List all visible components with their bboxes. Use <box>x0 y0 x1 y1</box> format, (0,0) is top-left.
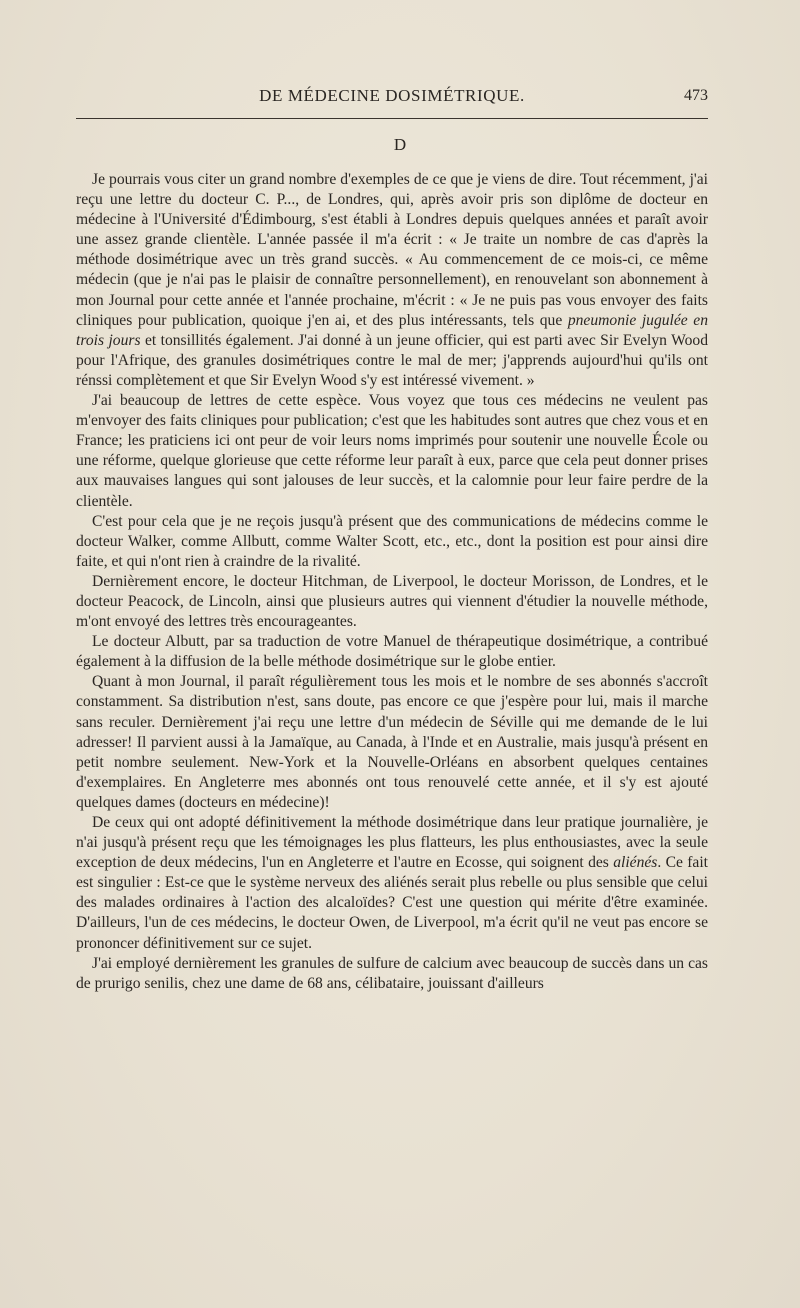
italic-phrase: pneumonie jugulée en trois jours <box>76 311 708 349</box>
paragraph-7: De ceux qui ont adopté définitivement la méthode dosimétrique dans leur pratique journalière, je n'ai jusqu'à présent reçu que les témoignages les plus flatteurs, les plus enthousiastes, avec la seule exception de deux médecins, l'un en Angleterre et l'autre en Ecosse, qui soignent des aliénés. Ce fait est singulier : Est-ce que le système nerveux des aliénés serait plus rebelle ou plus sensible que celui des malades ordinaires à l'action des alcaloïdes? C'est une question qui mérite d'être examinée. D'ailleurs, l'un de ces médecins, le docteur Owen, de Liverpool, m'a écrit qu'il ne veut pas encore se prononcer définitivement sur ce sujet. <box>76 814 708 952</box>
page-number: 473 <box>684 87 708 104</box>
paragraph-2: J'ai beaucoup de lettres de cette espèce. Vous voyez que tous ces médecins ne veulent pas m'envoyer des faits cliniques pour publication; c'est que les habitudes sont autres que chez vous et en France; les praticiens ici ont peur de voir leurs noms imprimés pour soutenir une nouvelle École ou une réforme, quelque glorieuse que cette réforme leur paraît à eux, parce que cela peut donner prises aux mauvaises langues qui sont jalouses de leur succès, et la calomnie pour leur faire perdre de la clientèle. <box>76 392 708 510</box>
paragraph-4: Dernièrement encore, le docteur Hitchman, de Liverpool, le docteur Morisson, de Londres, et le docteur Peacock, de Lincoln, ainsi que plusieurs autres qui viennent d'étudier la nouvelle méthode, m'ont envoyé des lettres très encourageantes. <box>76 572 708 631</box>
running-head <box>76 86 708 114</box>
paragraph-8: J'ai employé dernièrement les granules de sulfure de calcium avec beaucoup de succès dans un cas de prurigo senilis, chez une dame de 68 ans, célibataire, jouissant d'ailleurs <box>76 954 708 992</box>
body-text <box>76 170 708 994</box>
paragraph-5: Le docteur Albutt, par sa traduction de votre Manuel de thérapeutique dosimétrique, a contribué également à la diffusion de la belle méthode dosimétrique sur le globe entier. <box>76 633 708 671</box>
italic-word: aliénés <box>613 854 658 872</box>
header-rule <box>76 118 708 119</box>
running-title: DE MÉDECINE DOSIMÉTRIQUE. <box>259 86 525 105</box>
paragraph-6: Quant à mon Journal, il paraît régulièrement tous les mois et le nombre de ses abonnés s'accroît constamment. Sa distribution n'est, sans doute, pas encore ce que j'espère pour lui, mais il marche sans reculer. Dernièrement j'ai reçu une lettre d'un médecin de Séville qui me demande de le lui adresser! Il parvient aussi à la Jamaïque, au Canada, à l'Inde et en Australie, mais jusqu'à présent en petit nombre seulement. New-York et la Nouvelle-Orléans en absorbent quelques centaines d'exemplaires. En Angleterre mes abonnés ont tous renouvelé cette année, et il s'y est ajouté quelques dames (docteurs en médecine)! <box>76 673 708 811</box>
paragraph-1: Je pourrais vous citer un grand nombre d'exemples de ce que je viens de dire. Tout récemment, j'ai reçu une lettre du docteur C. P..., de Londres, qui, après avoir pris son diplôme de docteur en médecine à l'Université d'Édimbourg, s'est établi à Londres depuis quelques années et paraît avoir une assez grande clientèle. L'année passée il m'a écrit : « Je traite un nombre de cas d'après la méthode dosimétrique avec un très grand succès. « Au commencement de ce mois-ci, ce même médecin (que je n'ai pas le plaisir de connaître personnellement), en renouvelant son abonnement à mon Journal pour cette année et l'année prochaine, m'écrit : « Je ne puis pas vous envoyer des faits cliniques pour publication, quoique j'en ai, et des plus intéressants, tels que pneumonie jugulée en trois jours et tonsillités également. J'ai donné à un jeune officier, qui est parti avec Sir Evelyn Wood pour l'Afrique, des granules dosimétriques contre le mal de mer; j'apprends aujourd'hui qu'ils ont rénssi complètement et que Sir Evelyn Wood s'y est intéressé vivement. » <box>76 171 708 389</box>
section-heading: D <box>393 135 407 154</box>
paragraph-3: C'est pour cela que je ne reçois jusqu'à présent que des communications de médecins comme le docteur Walker, comme Allbutt, comme Walter Scott, etc., etc., dont la position est pour ainsi dire faite, et qui n'ont rien à craindre de la rivalité. <box>76 512 708 570</box>
